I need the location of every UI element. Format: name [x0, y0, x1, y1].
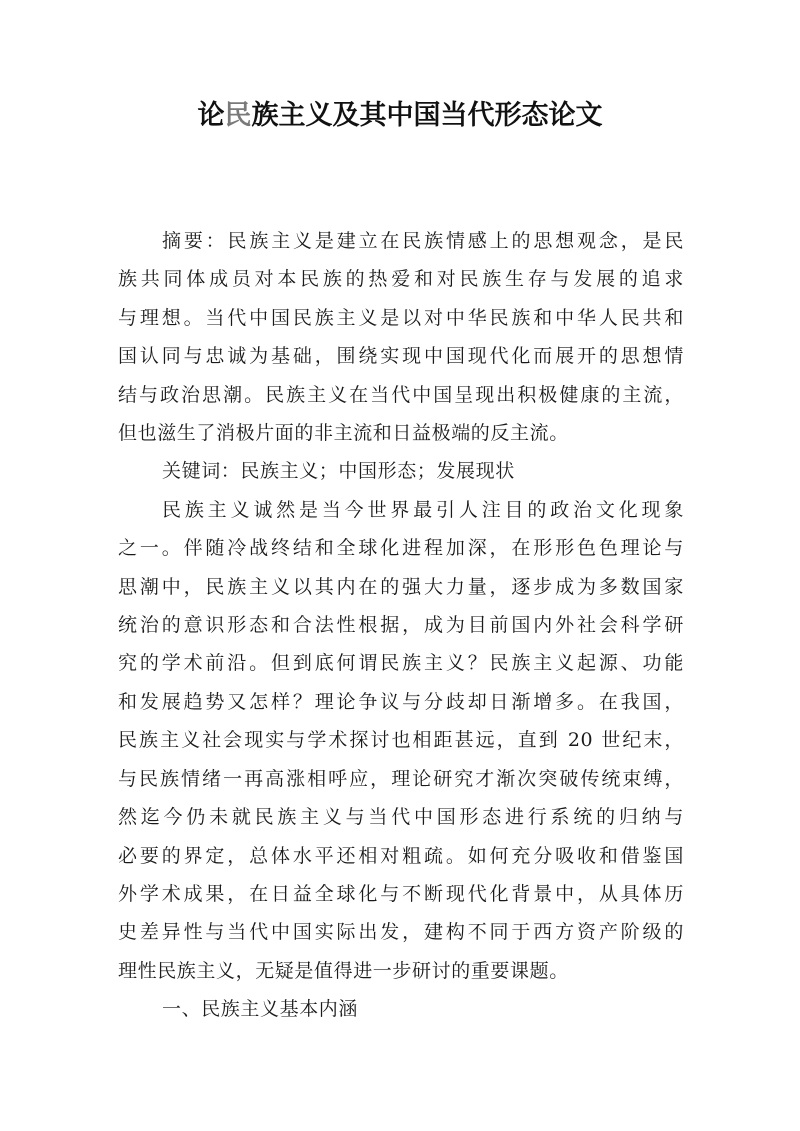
intro-line: 统治的意识形态和合法性根据，成为目前国内外社会科学研 — [118, 614, 684, 637]
title-faded-char: 民 — [224, 100, 252, 131]
abstract-paragraph — [118, 222, 684, 452]
abstract-line: 与理想。当代中国民族主义是以对中华民族和中华人民共和 — [118, 306, 684, 329]
abstract-line: 族共同体成员对本民族的热爱和对民族生存与发展的追求 — [118, 268, 684, 291]
document-body — [118, 222, 684, 1029]
title-rest: 族主义及其中国当代形态论文 — [251, 100, 603, 131]
intro-line: 和发展趋势又怎样？理论争议与分歧却日渐增多。在我国， — [118, 690, 684, 713]
intro-line: 外学术成果，在日益全球化与不断现代化背景中，从具体历 — [118, 882, 684, 905]
document-title — [0, 96, 800, 136]
intro-paragraph — [118, 491, 684, 990]
keywords-paragraph — [118, 452, 684, 490]
intro-line: 与民族情绪一再高涨相呼应，理论研究才渐次突破传统束缚， — [118, 767, 684, 790]
section-heading: 一、民族主义基本内涵 — [162, 998, 359, 1021]
abstract-line: 但也滋生了消极片面的非主流和日益极端的反主流。 — [118, 422, 569, 445]
title-prefix: 论 — [197, 100, 225, 131]
intro-line: 民族主义诚然是当今世界最引人注目的政治文化现象 — [162, 498, 684, 521]
abstract-line: 结与政治思潮。民族主义在当代中国呈现出积极健康的主流， — [118, 383, 684, 406]
intro-line: 史差异性与当代中国实际出发，建构不同于西方资产阶级的 — [118, 921, 684, 944]
intro-line: 之一。伴随冷战终结和全球化进程加深，在形形色色理论与 — [118, 537, 684, 560]
abstract-line: 国认同与忠诚为基础，围绕实现中国现代化而展开的思想情 — [118, 345, 684, 368]
section-heading-paragraph — [118, 990, 684, 1028]
intro-line: 理性民族主义，无疑是值得进一步研讨的重要课题。 — [118, 959, 569, 982]
intro-line: 究的学术前沿。但到底何谓民族主义？民族主义起源、功能 — [118, 652, 684, 675]
intro-line: 思潮中，民族主义以其内在的强大力量，逐步成为多数国家 — [118, 575, 684, 598]
intro-line: 民族主义社会现实与学术探讨也相距甚远，直到 20 世纪末， — [118, 729, 684, 752]
intro-line: 必要的界定，总体水平还相对粗疏。如何充分吸收和借鉴国 — [118, 844, 684, 867]
intro-line: 然迄今仍未就民族主义与当代中国形态进行系统的归纳与 — [118, 806, 684, 829]
keywords-line: 关键词：民族主义；中国形态；发展现状 — [162, 460, 515, 483]
abstract-line: 摘要：民族主义是建立在民族情感上的思想观念，是民 — [162, 230, 684, 252]
